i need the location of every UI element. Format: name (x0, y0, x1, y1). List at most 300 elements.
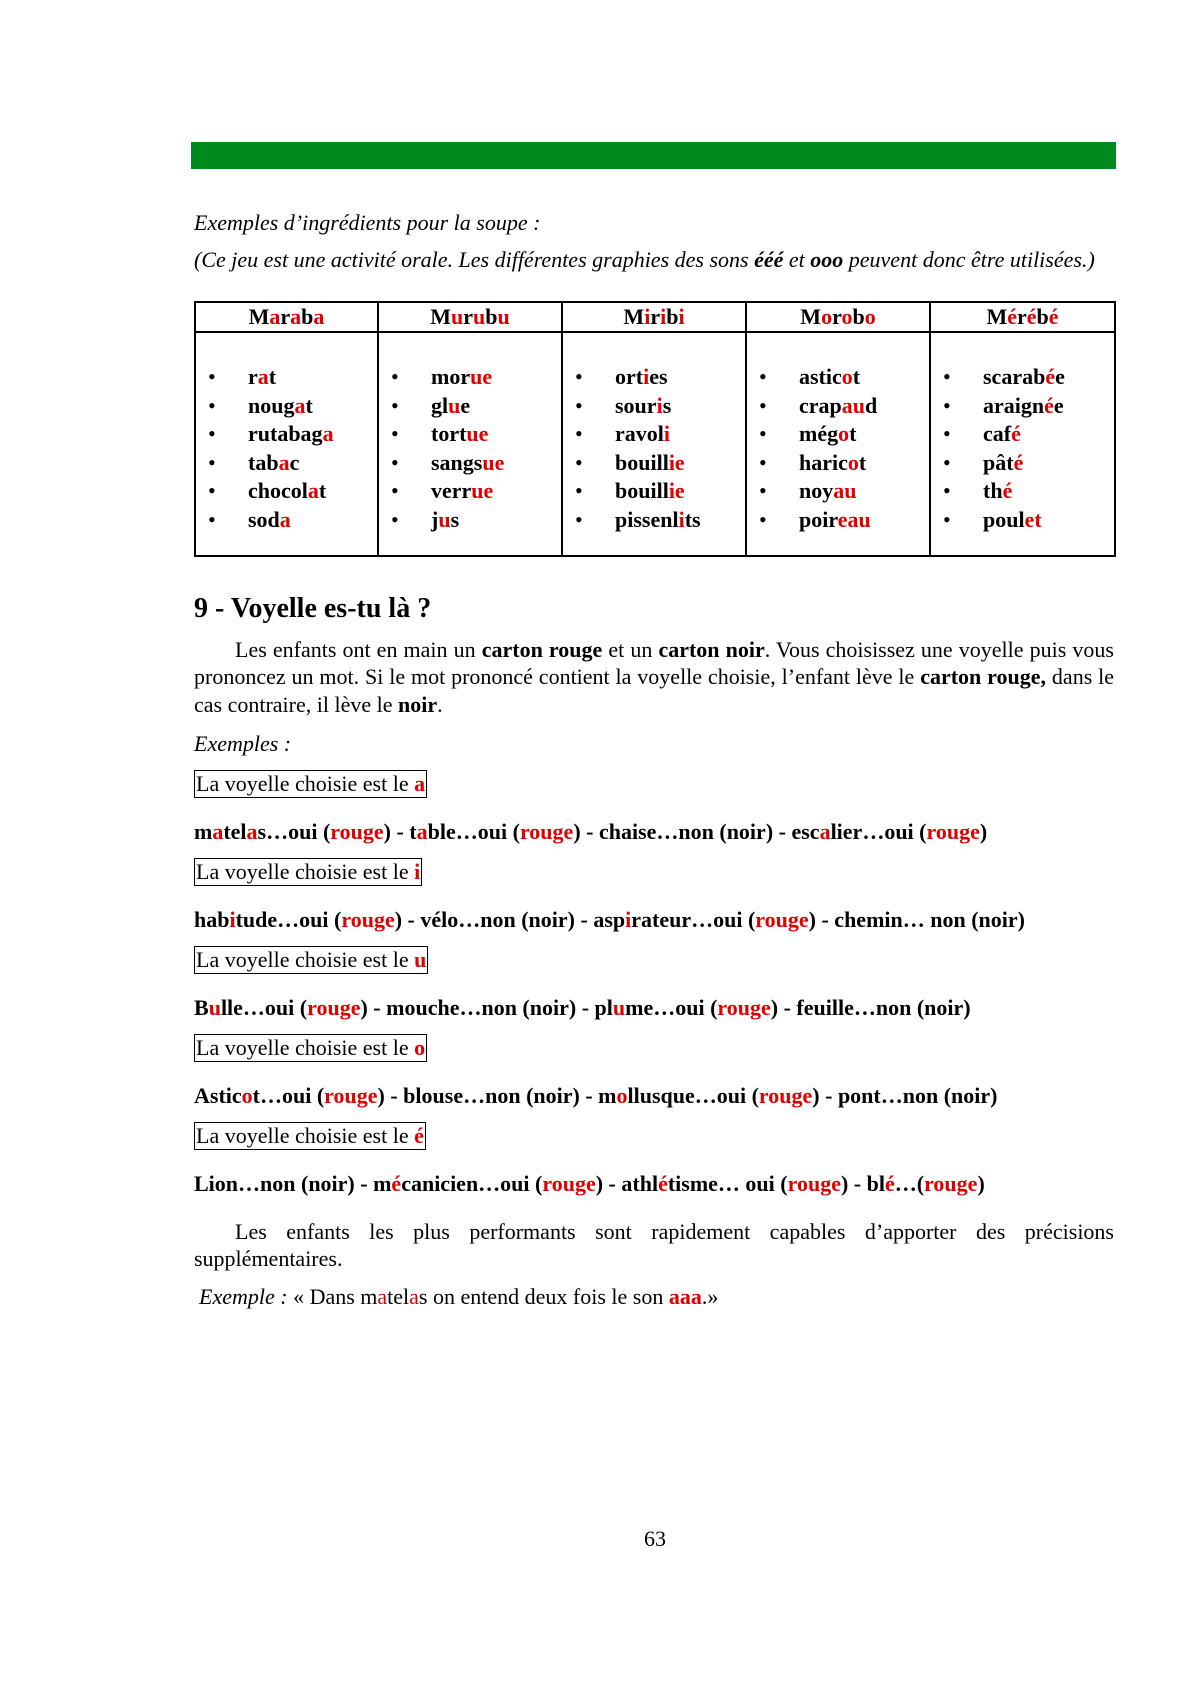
text-run: sangs (431, 449, 483, 475)
ingredient-item (196, 477, 377, 506)
text-run: ) - vélo…non (noir) - asp (394, 907, 626, 933)
bullet-icon: • (943, 421, 951, 447)
intro-title: Exemples d’ingrédients pour la soupe : (194, 210, 541, 235)
bullet-icon: • (208, 421, 216, 447)
text-run: é (658, 1171, 668, 1197)
soup-table-header-row (195, 302, 1115, 332)
text-run: me…oui ( (625, 995, 718, 1021)
bullet-icon: • (759, 392, 767, 418)
bullet-icon: • (391, 506, 399, 532)
ingredient-label (983, 450, 1023, 475)
text-run: u (451, 304, 464, 329)
text-run: M (623, 304, 645, 329)
text-run: é (1044, 392, 1054, 418)
column-list-merebe (930, 332, 1115, 556)
text-run: noy (799, 478, 834, 504)
text-run: i (644, 304, 651, 329)
text-run: rutabag (248, 421, 323, 447)
text-run: b (666, 304, 679, 329)
text-run: rouge (307, 995, 361, 1021)
ingredient-label (615, 364, 668, 389)
section-title: 9 - Voyelle es-tu là ? (194, 592, 432, 624)
text-run: a (279, 506, 291, 532)
text-run: m (194, 819, 213, 845)
ingredient-item (563, 392, 745, 421)
text-run: t (858, 449, 867, 475)
soup-table (194, 301, 1116, 557)
example-word-line (194, 994, 1114, 1022)
column-header-miribi (562, 302, 746, 332)
text-run: Exemple : (199, 1284, 288, 1310)
text-run: caf (983, 421, 1012, 447)
text-run: o (821, 304, 833, 329)
text-run: b (1036, 304, 1049, 329)
text-run: . (437, 691, 443, 717)
text-run: rouge (924, 1171, 978, 1197)
ingredient-label (431, 450, 504, 475)
text-run: u (414, 947, 427, 973)
text-run: t (268, 364, 277, 389)
text-run: pissenl (615, 506, 679, 532)
text-run: é (1045, 364, 1056, 389)
text-run: a (819, 819, 831, 845)
text-run: scarab (983, 364, 1046, 389)
text-run: .» (701, 1284, 719, 1310)
text-run: mor (431, 364, 471, 389)
chosen-vowel-row (194, 934, 1114, 974)
text-run: r (650, 304, 661, 329)
text-run: c (289, 449, 300, 475)
ingredient-item (379, 449, 561, 478)
bullet-icon: • (575, 364, 583, 389)
chosen-vowel-box (194, 770, 427, 798)
ingredient-item (379, 392, 561, 421)
text-run: gl (431, 392, 449, 418)
text-run: La voyelle choisie est le (196, 1035, 415, 1061)
bullet-icon: • (391, 364, 399, 389)
ingredient-label (799, 364, 860, 389)
text-run: ) - mouche…non (noir) - pl (360, 995, 613, 1021)
text-run: i (414, 859, 421, 885)
text-run: rouge (519, 819, 574, 845)
ingredient-label (431, 507, 459, 532)
text-run: lle…oui ( (220, 995, 308, 1021)
text-run: s on entend deux fois le son (418, 1284, 669, 1310)
ingredient-item (931, 477, 1114, 506)
text-run: . Vous choisissez une voyelle puis vous prononcez un mot. Si le mot prononcé contient la voyelle choisie, l’enfant lève le (194, 636, 1114, 690)
text-run: carton noir (658, 636, 765, 662)
text-run: ) - t (383, 819, 417, 845)
ingredient-item (931, 420, 1114, 449)
text-run: ) - blouse…non (noir) - m (377, 1083, 617, 1109)
examples-label-suffix: : (278, 731, 292, 757)
ingredient-item (379, 477, 561, 506)
content (194, 208, 1114, 1311)
text-run: ) - chemin… non (noir) (808, 907, 1025, 933)
text-run: ooo (810, 247, 844, 272)
examples-label (194, 730, 1114, 758)
text-run: rouge (341, 907, 395, 933)
text-run: ééé (754, 247, 784, 272)
example-word-line (194, 1170, 1114, 1198)
ingredient-item (747, 363, 929, 392)
text-run: La voyelle choisie est le (196, 859, 415, 885)
column-header-morobo (746, 302, 930, 332)
text-run: Lion…non (noir) - m (194, 1171, 392, 1197)
text-run: i (660, 304, 667, 329)
column-header-maraba (195, 302, 378, 332)
bullet-icon: • (575, 392, 583, 418)
text-run: s…oui ( (257, 819, 331, 845)
bullet-icon: • (575, 506, 583, 532)
bullet-icon: • (759, 421, 767, 447)
text-run: a (416, 819, 428, 845)
text-run: u (438, 506, 451, 532)
text-run: ) - feuille…non (noir) (770, 995, 971, 1021)
text-run: tude…oui ( (235, 907, 342, 933)
intro-note (194, 246, 1114, 274)
text-run: M (248, 304, 270, 329)
bullet-icon: • (391, 478, 399, 504)
text-run: ) (979, 819, 988, 845)
bullet-icon: • (391, 421, 399, 447)
text-run: b (301, 304, 314, 329)
text-run: au (833, 478, 857, 504)
text-run: r (463, 304, 474, 329)
ingredient-label (799, 393, 877, 418)
text-run: ) - bl (840, 1171, 885, 1197)
text-run: i (656, 392, 663, 418)
text-run: sour (615, 392, 657, 418)
text-run: peuvent donc être utilisées.) (843, 247, 1095, 272)
text-run: ie (668, 478, 685, 504)
ingredient-item (196, 363, 377, 392)
text-run: é (1002, 478, 1013, 504)
text-run: ) - chaise…non (noir) - esc (573, 819, 820, 845)
text-run: Astic (194, 1083, 242, 1109)
text-run: araign (983, 392, 1045, 418)
text-run: bouill (615, 478, 669, 504)
text-run: é (1026, 304, 1037, 329)
text-run: tab (248, 449, 279, 475)
ingredient-item (563, 363, 745, 392)
column-header-merebe (930, 302, 1115, 332)
text-run: crap (799, 392, 842, 418)
text-run: M (800, 304, 822, 329)
text-run: még (799, 421, 839, 447)
text-run: chocol (248, 478, 308, 504)
bullet-icon: • (759, 506, 767, 532)
ingredient-item (747, 477, 929, 506)
bullet-icon: • (208, 449, 216, 475)
bullet-icon: • (943, 506, 951, 532)
ingredient-label (248, 450, 299, 475)
ingredient-label (431, 364, 492, 389)
text-run: o (616, 1083, 628, 1109)
text-run: a (257, 364, 269, 389)
ingredient-label (983, 507, 1042, 532)
ingredient-item (563, 506, 745, 535)
chosen-vowel-box (194, 1034, 427, 1062)
text-run: La voyelle choisie est le (196, 1123, 415, 1149)
ingredient-item (931, 506, 1114, 535)
text-run: (Ce jeu est une activité orale. Les différentes graphies des sons (194, 247, 755, 272)
bullet-icon: • (575, 449, 583, 475)
column-list-murubu (378, 332, 562, 556)
text-run: ie (668, 449, 685, 475)
ingredient-label (431, 393, 470, 418)
text-run: t…oui ( (252, 1083, 325, 1109)
text-run: ue (470, 364, 493, 389)
text-run: a (409, 1284, 419, 1310)
text-run: e (460, 392, 471, 418)
text-run: i (678, 304, 685, 329)
text-run: i (229, 907, 236, 933)
text-run: tisme… oui ( (667, 1171, 788, 1197)
chosen-vowel-box (194, 858, 422, 886)
text-run: a (377, 1284, 388, 1310)
example-word-line (194, 818, 1114, 846)
text-run: é (391, 1171, 402, 1197)
text-run: a (212, 819, 224, 845)
text-run: rouge (755, 907, 809, 933)
ingredient-item (931, 363, 1114, 392)
bullet-icon: • (943, 364, 951, 389)
text-run: carton rouge, (920, 664, 1047, 690)
bullet-icon: • (391, 392, 399, 418)
page-number: 63 (644, 1526, 666, 1551)
text-run: a (414, 771, 426, 797)
text-run: i (643, 364, 650, 389)
ingredient-item (747, 420, 929, 449)
text-run: rateur…oui ( (631, 907, 756, 933)
bullet-icon: • (759, 449, 767, 475)
ingredient-label (248, 364, 276, 389)
text-run: noug (248, 392, 295, 418)
ingredient-label (248, 507, 291, 532)
text-run: llusque…oui ( (627, 1083, 759, 1109)
text-run: a (246, 819, 258, 845)
text-run: e (1053, 392, 1064, 418)
ingredient-label (983, 393, 1064, 418)
text-run: eau (837, 506, 871, 532)
text-run: M (430, 304, 451, 329)
bullet-icon: • (943, 478, 951, 504)
text-run: i (625, 907, 632, 933)
text-run: u (473, 304, 486, 329)
chosen-vowel-box (194, 946, 428, 974)
closing-paragraph: Les enfants les plus performants sont rapidement capables d’apporter des précisions supplémentaires. (194, 1219, 1114, 1272)
chosen-vowel-row (194, 1022, 1114, 1062)
text-run: rouge (926, 819, 980, 845)
ingredient-item (196, 392, 377, 421)
ingredient-label (799, 507, 871, 532)
text-run: rouge (758, 1083, 813, 1109)
soup-table-body-row (195, 332, 1115, 556)
chosen-vowel-row (194, 1110, 1114, 1150)
text-run: j (431, 506, 439, 532)
text-run: La voyelle choisie est le (196, 771, 415, 797)
ingredient-item (379, 420, 561, 449)
text-run: rouge (324, 1083, 378, 1109)
text-run: aaa (668, 1284, 702, 1310)
ingredient-item (196, 506, 377, 535)
text-run: sod (248, 506, 280, 532)
text-run: lier…oui ( (830, 819, 927, 845)
text-run: t (305, 392, 313, 418)
text-run: rouge (717, 995, 771, 1021)
text-run: rouge (542, 1171, 596, 1197)
section-paragraph (194, 636, 1114, 719)
text-run: s (662, 392, 672, 418)
bullet-icon: • (208, 506, 216, 532)
ingredient-label (615, 507, 701, 532)
text-run: tort (431, 421, 467, 447)
text-run: é (1007, 304, 1017, 329)
text-run: hab (194, 907, 230, 933)
text-run: ts (684, 506, 701, 532)
ingredient-item (563, 449, 745, 478)
text-run: é (1013, 449, 1024, 475)
ingredient-label (799, 478, 857, 503)
text-run: a (322, 421, 334, 447)
text-run: ort (615, 364, 644, 389)
example-word-line (194, 1082, 1114, 1110)
text-run: a (294, 392, 306, 418)
column-list-maraba (195, 332, 378, 556)
examples-label-text: Exemples (194, 731, 279, 757)
ingredient-label (799, 421, 856, 446)
text-run: a (290, 304, 302, 329)
text-run: bouill (615, 449, 669, 475)
text-run: au (841, 392, 866, 418)
bullet-icon: • (759, 478, 767, 504)
text-run: poir (799, 506, 838, 532)
column-header-murubu (378, 302, 562, 332)
text-run: o (847, 449, 859, 475)
ingredient-item (563, 477, 745, 506)
ingredient-item (931, 392, 1114, 421)
bullet-icon: • (391, 449, 399, 475)
text-run: o (838, 421, 850, 447)
ingredient-label (983, 421, 1021, 446)
text-run: a (278, 449, 290, 475)
text-run: ravol (615, 421, 664, 447)
text-run: verr (431, 478, 472, 504)
text-run: ble…oui ( (427, 819, 520, 845)
text-run: ) - pont…non (noir) (812, 1083, 998, 1109)
text-run: t (318, 478, 327, 504)
ingredient-item (931, 449, 1114, 478)
text-run: haric (799, 449, 848, 475)
text-run: o (864, 304, 876, 329)
text-run: ue (466, 421, 489, 447)
text-run: carton rouge (481, 636, 603, 662)
final-example (194, 1283, 1114, 1311)
bullet-icon: • (943, 449, 951, 475)
bullet-icon: • (943, 392, 951, 418)
text-run: é (884, 1171, 895, 1197)
text-run: rouge (330, 819, 384, 845)
bullet-icon: • (575, 421, 583, 447)
text-run: ue (482, 449, 505, 475)
text-run: r (280, 304, 291, 329)
text-run: r (248, 364, 258, 389)
chosen-vowel-row (194, 846, 1114, 886)
ingredient-label (248, 478, 326, 503)
ingredient-item (747, 449, 929, 478)
ingredient-label (615, 478, 685, 503)
ingredient-label (431, 478, 493, 503)
example-word-line (194, 906, 1114, 934)
text-run: rouge (787, 1171, 841, 1197)
text-run: r (1016, 304, 1027, 329)
text-run: e (1055, 364, 1065, 389)
header-green-bar (191, 142, 1116, 169)
ingredient-item (747, 392, 929, 421)
ingredient-label (799, 450, 866, 475)
text-run: é (1011, 421, 1021, 447)
text-run: M (986, 304, 1008, 329)
ingredient-item (379, 363, 561, 392)
text-run: o (414, 1035, 426, 1061)
text-run: i (663, 421, 671, 447)
ingredient-label (615, 450, 685, 475)
text-run: u (208, 995, 221, 1021)
text-run: canicien…oui ( (401, 1171, 543, 1197)
bullet-icon: • (208, 478, 216, 504)
text-run: et (1024, 506, 1042, 532)
column-list-miribi (562, 332, 746, 556)
text-run: o (841, 364, 853, 389)
text-run: t (852, 364, 861, 389)
bullet-icon: • (208, 364, 216, 389)
ingredient-label (431, 421, 488, 446)
ingredient-item (563, 420, 745, 449)
text-run: u (448, 392, 461, 418)
text-run: r (832, 304, 842, 329)
text-run: d (865, 392, 878, 418)
ingredient-item (379, 506, 561, 535)
text-run: b (485, 304, 498, 329)
ingredient-label (615, 393, 671, 418)
text-run: o (241, 1083, 253, 1109)
text-run: u (497, 304, 510, 329)
text-run: B (194, 995, 209, 1021)
text-run: pât (983, 449, 1014, 475)
text-run: tel (223, 819, 247, 845)
text-run: et (783, 247, 811, 272)
text-run: é (414, 1123, 424, 1149)
ingredient-label (983, 364, 1065, 389)
text-run: i (678, 506, 685, 532)
text-run: a (269, 304, 281, 329)
chosen-vowel-row (194, 758, 1114, 798)
text-run: La voyelle choisie est le (196, 947, 415, 973)
text-run: u (612, 995, 626, 1021)
text-run: tel (387, 1284, 410, 1310)
ingredient-label (248, 421, 334, 446)
text-run: a (313, 304, 325, 329)
ingredient-item (747, 506, 929, 535)
text-run: astic (799, 364, 842, 389)
text-run: t (849, 421, 857, 447)
text-run: a (307, 478, 319, 504)
text-run: dans le cas contraire, il lève le (194, 664, 1115, 717)
text-run: es (649, 364, 668, 389)
text-run: o (841, 304, 853, 329)
text-run: poul (983, 506, 1025, 532)
